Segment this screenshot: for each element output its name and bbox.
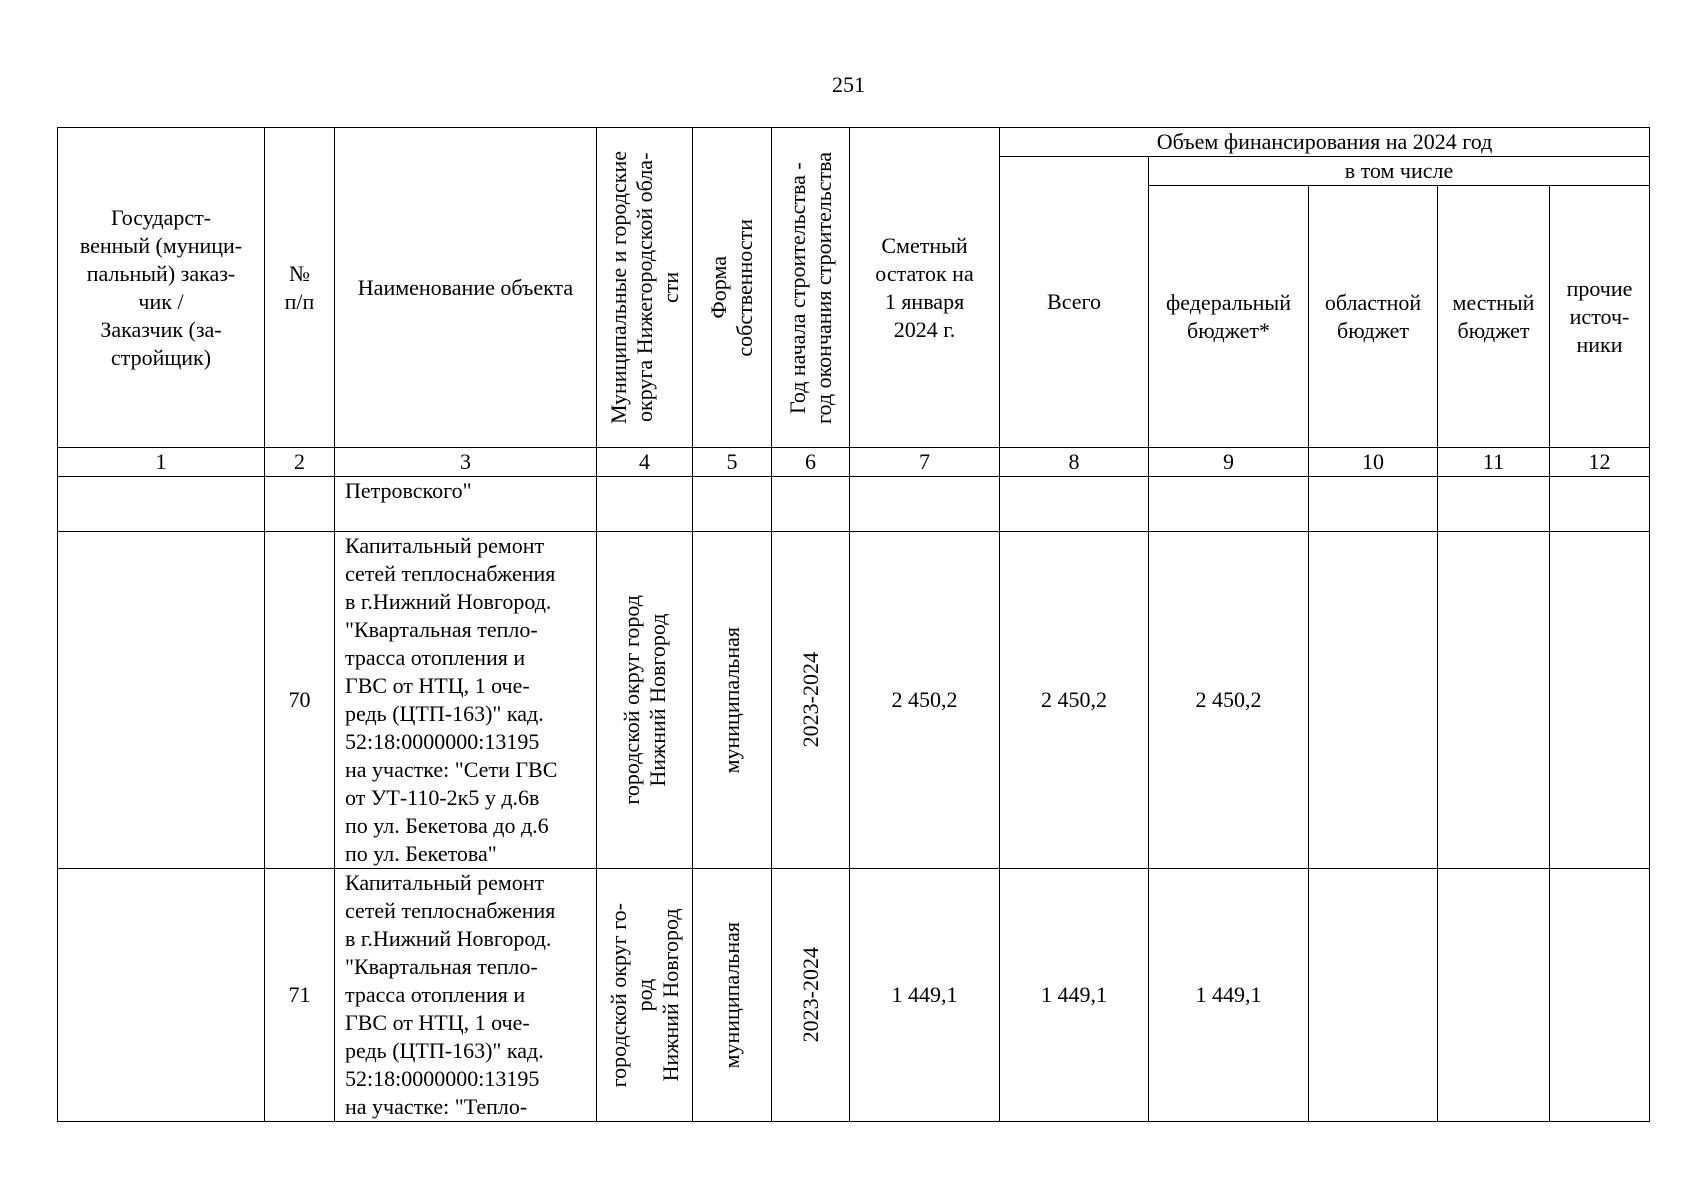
cell-estimate: 1 449,1 — [850, 869, 1000, 1122]
table-row — [58, 477, 1650, 532]
column-number: 2 — [265, 448, 335, 477]
cell-object-name: Капитальный ремонт сетей теплоснабжения в г.Нижний Новгород. "Квартальная тепло- трасса отопления и ГВС от НТЦ, 1 оче- редь (ЦТП-163)" кад. 52:18:0000000:13195 на участке: "Тепло- — [335, 869, 597, 1122]
cell-customer — [58, 532, 265, 869]
header-regional-budget: областной бюджет — [1309, 186, 1438, 448]
cell-estimate — [850, 477, 1000, 532]
cell-object-name: Капитальный ремонт сетей теплоснабжения в г.Нижний Новгород. "Квартальная тепло- трасса отопления и ГВС от НТЦ, 1 оче- редь (ЦТП-163)" кад. 52:18:0000000:13195 на участке: "Сети ГВС от УТ-110-2к5 у д.6в по ул. Бекетова до д.6 по ул. Бекетова" — [335, 532, 597, 869]
cell-number: 70 — [265, 532, 335, 869]
column-number: 10 — [1309, 448, 1438, 477]
header-estimate-balance: Сметный остаток на 1 января 2024 г. — [850, 128, 1000, 448]
cell-years — [772, 477, 850, 532]
column-number-row — [58, 448, 1650, 477]
cell-local — [1438, 477, 1550, 532]
column-number: 3 — [335, 448, 597, 477]
table-row — [58, 532, 1650, 869]
header-funding-title: Объем финансирования на 2024 год — [1000, 128, 1650, 157]
cell-ownership: муниципальная — [693, 869, 772, 1122]
column-number: 5 — [693, 448, 772, 477]
column-number: 6 — [772, 448, 850, 477]
cell-district: городской округ го- род Нижний Новгород — [597, 869, 693, 1122]
column-number: 9 — [1149, 448, 1309, 477]
cell-ownership: муниципальная — [693, 532, 772, 869]
cell-federal: 2 450,2 — [1149, 532, 1309, 869]
cell-other — [1550, 869, 1650, 1122]
cell-total: 1 449,1 — [1000, 869, 1149, 1122]
cell-estimate: 2 450,2 — [850, 532, 1000, 869]
cell-local — [1438, 532, 1550, 869]
header-total: Всего — [1000, 157, 1149, 448]
header-ownership: Форма собственности — [693, 128, 772, 448]
header-customer: Государст- венный (муници- пальный) заказ- чик / Заказчик (за- стройщик) — [58, 128, 265, 448]
header-district: Муниципальные и городские округа Нижегородской обла- сти — [597, 128, 693, 448]
cell-local — [1438, 869, 1550, 1122]
column-number: 11 — [1438, 448, 1550, 477]
cell-federal: 1 449,1 — [1149, 869, 1309, 1122]
page-number: 251 — [832, 72, 865, 97]
cell-object-name: Петровского" — [335, 477, 597, 532]
header-object-name: Наименование объекта — [335, 128, 597, 448]
cell-number: 71 — [265, 869, 335, 1122]
cell-customer — [58, 869, 265, 1122]
column-number: 7 — [850, 448, 1000, 477]
cell-ownership — [693, 477, 772, 532]
table-row — [58, 869, 1650, 1122]
column-number: 1 — [58, 448, 265, 477]
cell-years: 2023-2024 — [772, 869, 850, 1122]
cell-district — [597, 477, 693, 532]
cell-regional — [1309, 477, 1438, 532]
cell-number — [265, 477, 335, 532]
cell-regional — [1309, 869, 1438, 1122]
header-number: № п/п — [265, 128, 335, 448]
cell-other — [1550, 477, 1650, 532]
cell-other — [1550, 532, 1650, 869]
header-local-budget: местный бюджет — [1438, 186, 1550, 448]
funding-table — [57, 127, 1650, 1122]
header-including: в том числе — [1149, 157, 1650, 186]
cell-total: 2 450,2 — [1000, 532, 1149, 869]
column-number: 4 — [597, 448, 693, 477]
column-number: 8 — [1000, 448, 1149, 477]
header-federal-budget: федеральный бюджет* — [1149, 186, 1309, 448]
column-number: 12 — [1550, 448, 1650, 477]
cell-federal — [1149, 477, 1309, 532]
cell-district: городской округ город Нижний Новгород — [597, 532, 693, 869]
header-other-sources: прочие источ- ники — [1550, 186, 1650, 448]
cell-years: 2023-2024 — [772, 532, 850, 869]
cell-customer — [58, 477, 265, 532]
cell-total — [1000, 477, 1149, 532]
header-years: Год начала строительства - год окончания строительства — [772, 128, 850, 448]
cell-regional — [1309, 532, 1438, 869]
